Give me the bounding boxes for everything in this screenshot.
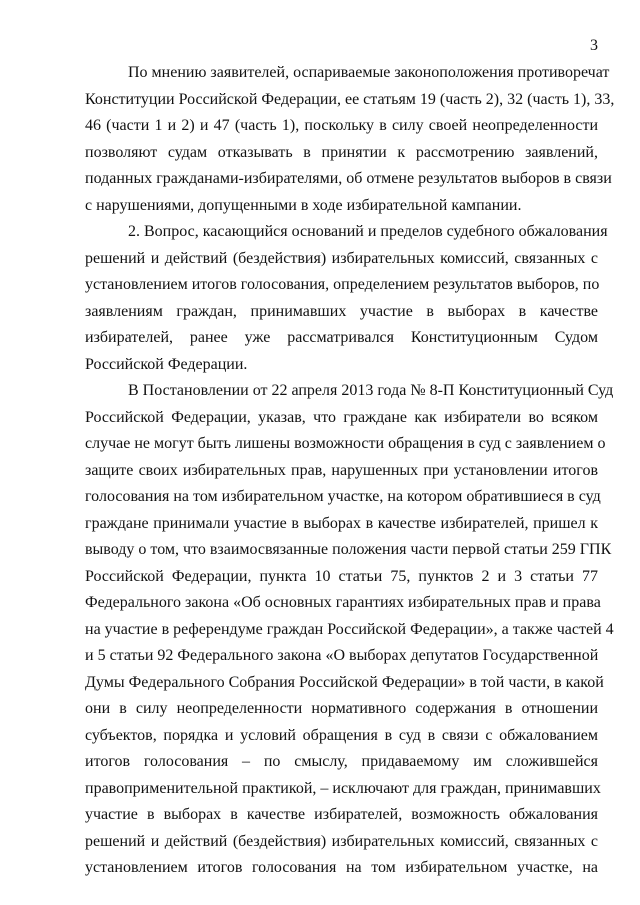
- text-line: Российской Федерации.: [85, 355, 248, 373]
- text-line: на участие в референдуме граждан Российской Федерации», а также частей 4: [85, 620, 614, 638]
- paragraph-3: [85, 378, 614, 882]
- paragraph-1: [85, 60, 615, 219]
- text-line: 2. Вопрос, касающийся оснований и пределов судебного обжалования: [128, 223, 608, 240]
- text-line: субъектов, порядка и условий обращения в суд в связи с обжалованием: [85, 726, 598, 744]
- text-line: установлением итогов голосования на том избирательном участке, на: [85, 859, 598, 876]
- text-line: поданных гражданами-избирателями, об отмене результатов выборов в связи: [85, 170, 612, 187]
- document-body: [85, 60, 615, 882]
- text-line: граждане принимали участие в выборах в качестве избирателей, пришел к: [85, 514, 598, 532]
- text-line: Федерального закона «Об основных гарантиях избирательных прав и права: [85, 594, 601, 611]
- text-line: случае не могут быть лишены возможности обращения в суд с заявлением о: [85, 435, 606, 452]
- text-line: они в силу неопределенности нормативного содержания в отношении: [85, 700, 598, 717]
- text-line: итогов голосования – по смыслу, придаваемому им сложившейся: [85, 753, 598, 770]
- text-line: заявлениям граждан, принимавших участие в выборах в качестве: [85, 302, 598, 320]
- text-line: и 5 статьи 92 Федерального закона «О выборах депутатов Государственной: [85, 647, 599, 664]
- text-line: По мнению заявителей, оспариваемые законоположения противоречат: [128, 64, 610, 81]
- text-line: 46 (части 1 и 2) и 47 (часть 1), поскольку в силу своей неопределенности: [85, 117, 598, 134]
- text-line: защите своих избирательных прав, нарушенных при установлении итогов: [85, 461, 598, 479]
- text-line: Российской Федерации, пункта 10 статьи 75, пунктов 2 и 3 статьи 77: [85, 567, 598, 585]
- text-line: В Постановлении от 22 апреля 2013 года № 8-П Конституционный Суд: [128, 382, 614, 399]
- text-line: установлением итогов голосования, определением результатов выборов, по: [85, 276, 600, 293]
- text-line: Российской Федерации, указав, что граждане как избиратели во всяком: [85, 408, 598, 426]
- text-line: Конституции Российской Федерации, ее статьям 19 (часть 2), 32 (часть 1), 33,: [85, 90, 615, 108]
- text-line: решений и действий (бездействия) избирательных комиссий, связанных с: [85, 249, 598, 267]
- text-line: участие в выборах в качестве избирателей, возможность обжалования: [85, 806, 598, 823]
- text-line: с нарушениями, допущенными в ходе избирательной кампании.: [85, 196, 522, 214]
- page-number: 3: [590, 37, 598, 54]
- text-line: решений и действий (бездействия) избирательных комиссий, связанных с: [85, 832, 598, 850]
- text-line: избирателей, ранее уже рассматривался Конституционным Судом: [85, 329, 598, 346]
- text-line: выводу о том, что взаимосвязанные положения части первой статьи 259 ГПК: [85, 541, 612, 558]
- paragraph-2: [85, 219, 608, 378]
- text-line: голосования на том избирательном участке, на котором обратившиеся в суд: [85, 488, 601, 505]
- text-line: позволяют судам отказывать в принятии к рассмотрению заявлений,: [85, 143, 598, 161]
- text-line: Думы Федерального Собрания Российской Федерации» в той части, в какой: [85, 673, 604, 691]
- text-line: правоприменительной практикой, – исключают для граждан, принимавших: [85, 779, 601, 797]
